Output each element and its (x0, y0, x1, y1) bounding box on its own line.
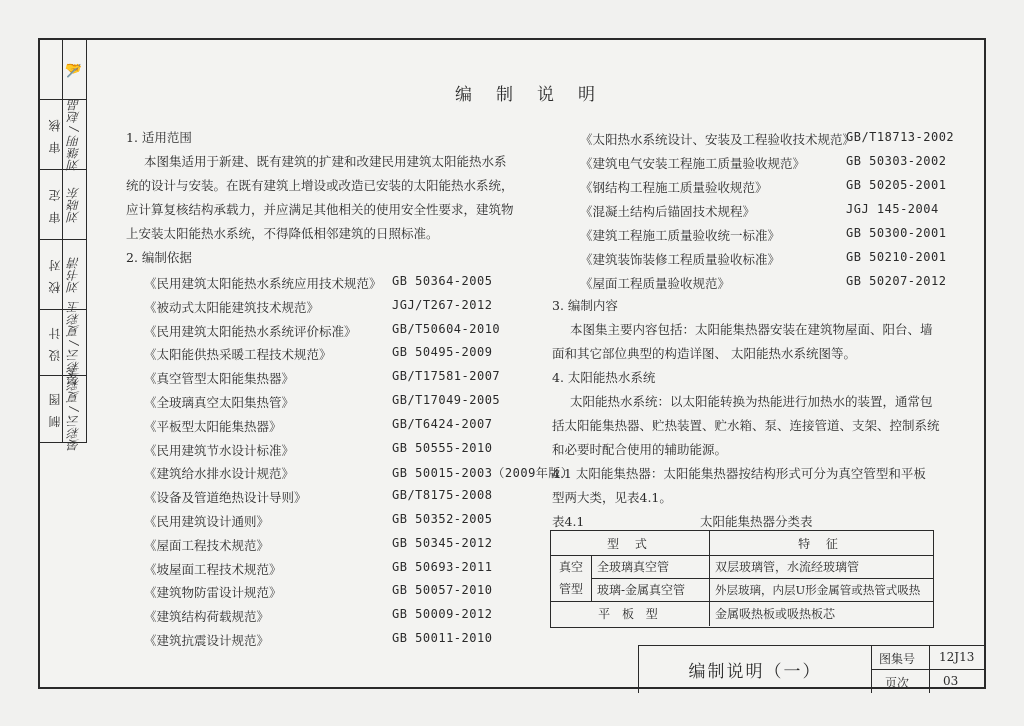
standard-name: 《建筑给水排水设计规范》 (144, 466, 295, 482)
standard-code: GB/T17581-2007 (392, 369, 501, 384)
standard-name: 《民用建筑太阳能热水系统应用技术规范》 (144, 276, 382, 291)
table-header-type: 型 式 (607, 536, 653, 551)
strip-label-review: 审 核 (48, 116, 62, 153)
standard-name: 《建筑结构荷载规范》 (144, 609, 270, 625)
standard-code: GB/T17049-2005 (392, 393, 501, 407)
standard-code: GB 50205-2001 (846, 178, 947, 192)
standard-code: JGJ 145-2004 (846, 202, 939, 216)
strip-label-approve: 审 定 (48, 186, 62, 223)
table-header-feature: 特 征 (798, 536, 844, 551)
section-4-line: 括太阳能集热器、贮热装置、贮水箱、泵、连接管道、支架、控制系统 (552, 418, 940, 433)
section-1-line: 应计算复核结构承载力，并应满足其他相关的使用安全性要求，建筑物 (126, 202, 514, 217)
standard-name: 《建筑工程施工质量验收统一标准》 (580, 228, 781, 243)
section-4-1-line: 型两大类，见表4.1。 (552, 490, 672, 505)
table-cell-type: 全玻璃真空管 (597, 560, 670, 574)
standard-code: JGJ/T267-2012 (392, 297, 493, 312)
table-header-row (551, 531, 933, 556)
atlas-number-label: 图集号 (879, 652, 916, 666)
standard-name: 《建筑抗震设计规范》 (144, 633, 270, 648)
standard-code: GB 50495-2009 (392, 345, 493, 360)
standard-code: GB 50207-2012 (846, 274, 947, 288)
strip-cell-top (40, 40, 86, 100)
strip-label-check: 校 对 (48, 256, 62, 293)
strip-signature-review: 刘继明 / 赵晶 (67, 98, 81, 171)
section-4-line: 太阳能热水系统：以太阳能转换为热能进行加热水的装置，通常包 (570, 394, 933, 409)
title-block (638, 645, 986, 693)
table-label: 表4.1 (552, 514, 585, 529)
standard-code: GB 50352-2005 (392, 512, 493, 526)
collector-classification-table (550, 530, 934, 628)
table-vline (709, 601, 710, 626)
drawing-sheet (38, 38, 986, 689)
page-number-label: 页次 (885, 676, 910, 690)
standard-code: GB 50015-2003（2009年版） (392, 466, 574, 481)
standard-name: 《建筑物防雷设计规范》 (144, 585, 282, 601)
strip-signature-draft: 晏彩云 / 夏彩玉 (67, 367, 81, 451)
standard-name: 《建筑电气安装工程施工质量验收规范》 (580, 156, 806, 171)
strip-signature-design: 晏彩云 / 夏彩玉 (67, 300, 81, 385)
standard-name: 《太阳热水系统设计、安装及工程验收技术规范》 (580, 132, 856, 147)
standard-name: 《太阳能供热采暖工程技术规范》 (144, 347, 332, 363)
section-4-heading: 4. 太阳能热水系统 (552, 370, 656, 385)
signature-strip (40, 40, 87, 451)
standard-code: GB/T6424-2007 (392, 416, 493, 431)
standard-name: 《屋面工程技术规范》 (144, 537, 270, 553)
standard-code: GB 50303-2002 (846, 154, 947, 168)
table-group-vacuum (551, 555, 933, 602)
section-1-heading: 1. 适用范围 (126, 130, 192, 145)
table-cell-type: 平 板 型 (598, 607, 662, 621)
strip-cell-draft (40, 367, 86, 451)
standard-code: GB/T50604-2010 (392, 321, 501, 336)
standard-name: 《混凝土结构后锚固技术规程》 (580, 204, 756, 219)
standard-name: 《真空管型太阳能集热器》 (144, 371, 295, 387)
standard-code: GB 50300-2001 (846, 226, 947, 240)
standard-name: 《民用建筑节水设计标准》 (144, 442, 295, 458)
table-cell-feature: 金属吸热板或吸热板芯 (715, 607, 836, 621)
section-3-heading: 3. 编制内容 (552, 298, 618, 313)
strip-label-design: 设 计 (48, 324, 62, 361)
table-cell-feature: 双层玻璃管，水流经玻璃管 (715, 560, 860, 574)
standard-name: 《全玻璃真空太阳集热管》 (144, 395, 295, 410)
title-block-hline (871, 669, 986, 670)
table-cell-type: 玻璃-金属真空管 (597, 583, 686, 597)
standard-name: 《设备及管道绝热设计导则》 (144, 490, 307, 506)
table-group-label: 真空管型 (558, 560, 583, 596)
standard-code: GB 50009-2012 (392, 607, 493, 622)
section-4-1-line: 4.1 太阳能集热器：太阳能集热器按结构形式可分为真空管型和平板 (552, 466, 926, 481)
standard-code: GB 50210-2001 (846, 250, 947, 264)
section-3-line: 本图集主要内容包括：太阳能集热器安装在建筑物屋面、阳台、墙 (570, 322, 933, 337)
standard-code: GB 50011-2010 (392, 631, 493, 645)
standard-name: 《屋面工程质量验收规范》 (580, 276, 731, 291)
standard-name: 《平板型太阳能集热器》 (144, 418, 282, 434)
standard-name: 《建筑装饰装修工程质量验收标准》 (580, 252, 781, 267)
standard-name: 《被动式太阳能建筑技术规范》 (144, 299, 320, 315)
section-3-line: 面和其它部位典型的构造详图、 太阳能热水系统图等。 (552, 346, 856, 361)
table-cell-feature: 外层玻璃，内层U形金属管或热管式吸热 (715, 582, 921, 597)
standard-name: 《坡屋面工程技术规范》 (144, 561, 282, 577)
standard-code: GB 50345-2012 (392, 535, 493, 550)
title-block-main-title: 编制说明（一） (688, 662, 822, 682)
strip-signature-check: 刘书清 (67, 256, 81, 293)
section-4-line: 和必要时配合使用的辅助能源。 (552, 442, 728, 457)
atlas-number-value: 12J13 (939, 650, 975, 664)
section-1-line: 本图集适用于新建、既有建筑的扩建和改建民用建筑太阳能热水系 (144, 154, 507, 169)
section-2-heading: 2. 编制依据 (126, 250, 192, 265)
strip-cell-check (40, 240, 86, 310)
standard-code: GB 50364-2005 (392, 274, 493, 288)
strip-cell-approve (40, 170, 86, 240)
signature-handwritten: ✍ (66, 60, 82, 79)
section-1-line: 上安装太阳能热水系统，不得降低相邻建筑的日照标准。 (126, 226, 439, 241)
page-title: 编制说明 (455, 85, 619, 105)
standard-code: GB 50057-2010 (392, 583, 493, 598)
standard-code: GB 50555-2010 (392, 440, 493, 455)
standard-name: 《民用建筑太阳能热水系统评价标准》 (144, 323, 357, 339)
table-row-flat (551, 601, 933, 626)
strip-label-draft: 制 图 (48, 390, 62, 428)
standard-code: GB/T18713-2002 (846, 130, 955, 144)
table-caption: 太阳能集热器分类表 (700, 514, 813, 529)
strip-signature-approve: 刘晓东 (67, 186, 81, 223)
section-1-line: 统的设计与安装。在既有建筑上增设或改造已安装的太阳能热水系统， (126, 178, 514, 193)
standard-name: 《钢结构工程施工质量验收规范》 (580, 180, 768, 195)
standard-code: GB/T8175-2008 (392, 488, 493, 503)
strip-cell-review (40, 100, 86, 170)
standard-name: 《民用建筑设计通则》 (144, 514, 270, 529)
page-number-value: 03 (943, 674, 959, 688)
standard-code: GB 50693-2011 (392, 559, 493, 574)
